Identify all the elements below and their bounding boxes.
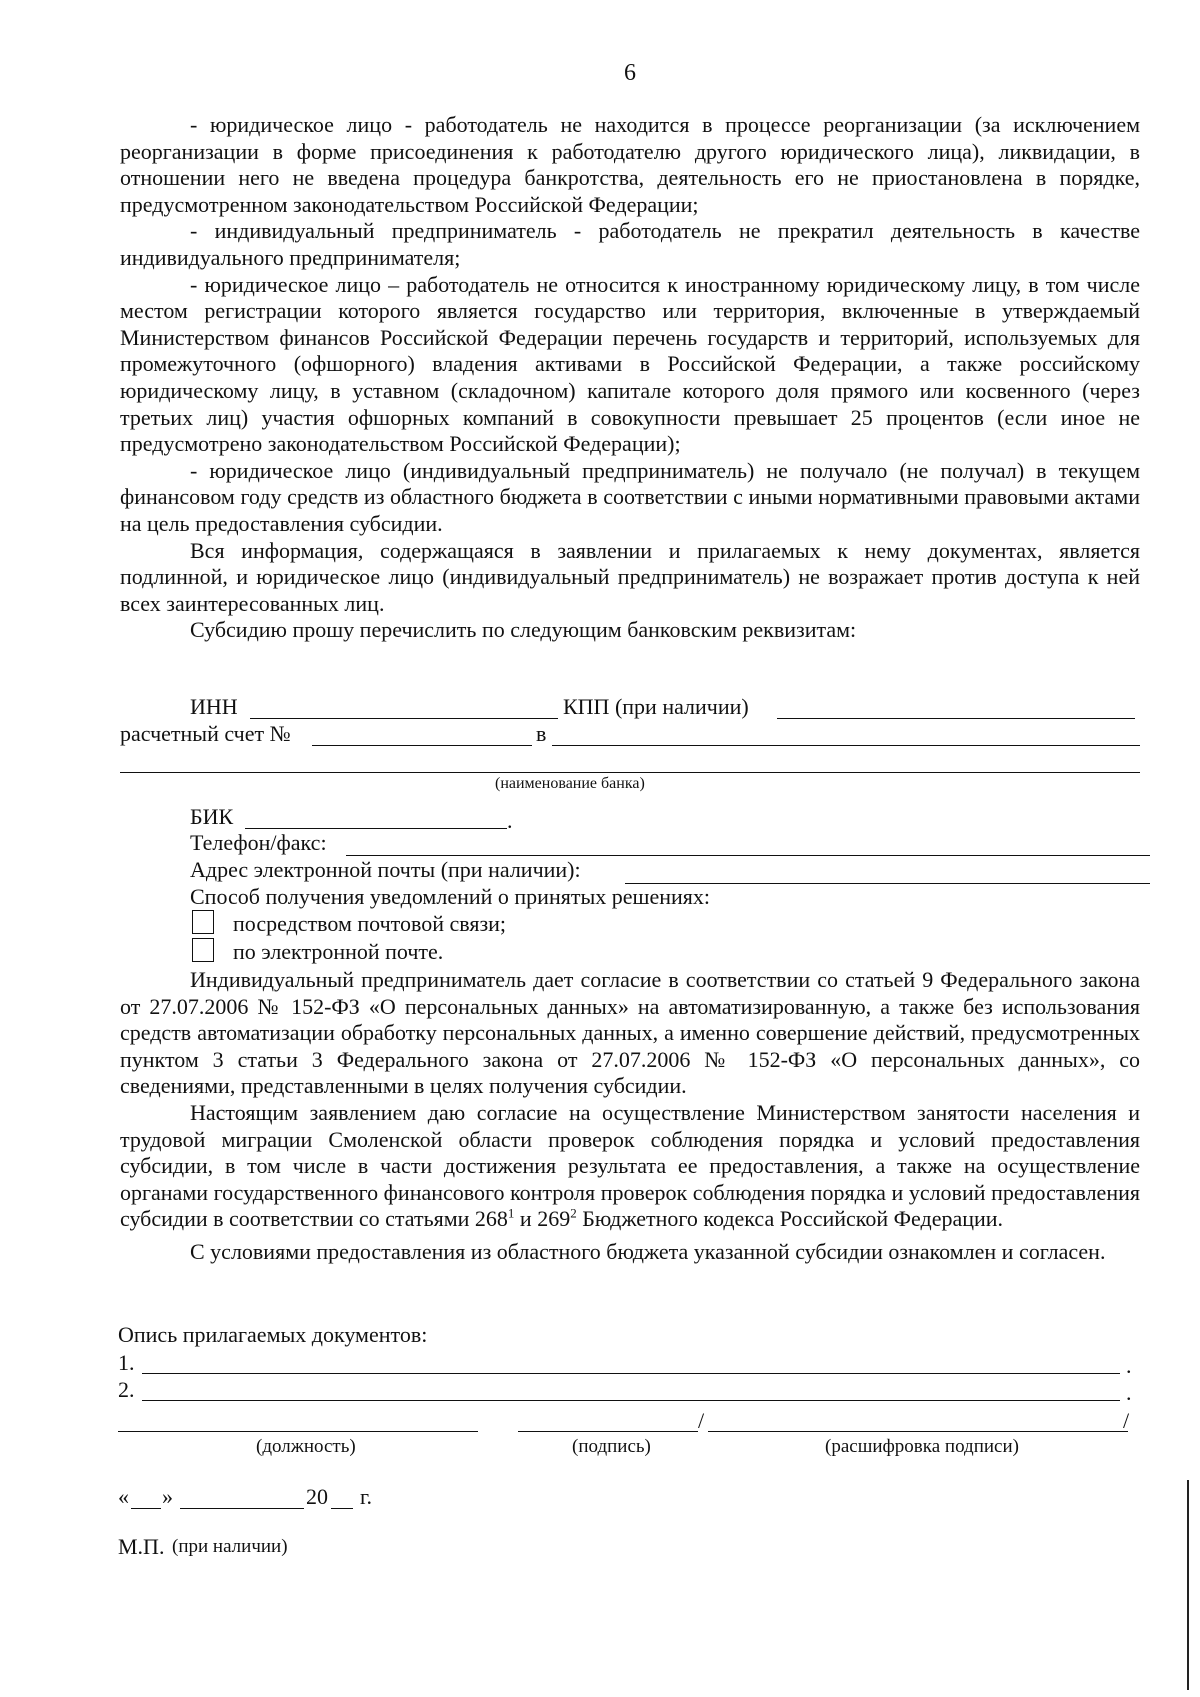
paragraph-personal-data-consent: Индивидуальный предприниматель дает согласие в соответствии со статьей 9 Федерального закона от 27.07.2006 № 152-ФЗ «О персональных данных» на автоматизированную, а также без использования средств автоматизации обработку персональных данных, а именно совершение действий, предусмотренных пунктом 3 статьи 3 Федерального закона от 27.07.2006 № 152-ФЗ «О персональных данных», со сведениями, представленными в целях получения субсидии. [120, 967, 1140, 1099]
date-year-suffix: г. [360, 1484, 373, 1509]
checks-consent-text: Настоящим заявлением даю согласие на осуществление Министерством занятости населения и трудовой миграции Смоленской области проверок соблюдения порядка и условий предоставления субсидии, в том числе в части достижения результата ее предоставления, а также на осуществление органами государственного финансового контроля проверок соблюдения порядка и условий предоставления субсидии в соответствии со статьями 268 [120, 1099, 1140, 1232]
date-year-prefix: 20 [306, 1484, 328, 1509]
decoding-field[interactable] [708, 1431, 1128, 1432]
date-month-field[interactable] [180, 1508, 304, 1509]
bik-period: . [507, 808, 513, 833]
email-label: Адрес электронной почты (при наличии): [190, 857, 581, 882]
paragraph-budget-funds: - юридическое лицо (индивидуальный предприниматель) не получало (не получал) в текущем финансовом году средств из областного бюджета в соответствии с иными нормативными правовыми актами на цель предоставления субсидии. [120, 457, 1140, 536]
checks-consent-end: Бюджетного кодекса Российской Федерации. [576, 1206, 1004, 1232]
bank-in-label: в [536, 721, 547, 746]
date-close-quote: » [162, 1484, 173, 1509]
inn-field[interactable] [250, 718, 558, 719]
email-option-label: по электронной почте. [233, 939, 444, 964]
conditions-text [120, 112, 1140, 644]
article-268-superscript: 1 [507, 1206, 515, 1222]
bank-name-field-1[interactable] [552, 745, 1140, 746]
kpp-field[interactable] [777, 718, 1135, 719]
attachment-number-2: 2. [118, 1377, 135, 1402]
decoding-caption: (расшифровка подписи) [825, 1436, 1019, 1457]
postal-option-label: посредством почтовой связи; [233, 911, 507, 936]
attachment-field-2[interactable] [142, 1400, 1120, 1401]
date-open-quote: « [118, 1484, 129, 1509]
phone-field[interactable] [346, 855, 1150, 856]
phone-label: Телефон/факс: [190, 830, 327, 855]
page-edge-mark [1187, 1480, 1189, 1690]
bank-name-caption: (наименование банка) [495, 775, 645, 792]
attachment-number-1: 1. [118, 1350, 135, 1375]
position-caption: (должность) [256, 1436, 356, 1457]
bik-field[interactable] [245, 828, 507, 829]
signature-caption: (подпись) [572, 1436, 651, 1457]
bank-name-field-2[interactable] [120, 772, 1140, 773]
position-field[interactable] [118, 1431, 478, 1432]
attachment-end-1: . [1126, 1353, 1132, 1378]
attachments-heading: Опись прилагаемых документов: [118, 1322, 428, 1347]
date-year-field[interactable] [331, 1508, 353, 1509]
paragraph-acknowledgement: С условиями предоставления из областного бюджета указанной субсидии ознакомлен и согласен. [190, 1238, 1106, 1264]
checks-consent-and-269: и 269 [514, 1206, 571, 1232]
attachment-field-1[interactable] [142, 1373, 1120, 1374]
consent-text [120, 967, 1140, 1266]
bik-label: БИК [190, 804, 234, 829]
date-day-field[interactable] [131, 1508, 161, 1509]
signature-slash-2: / [1123, 1408, 1130, 1433]
email-checkbox[interactable] [192, 938, 214, 962]
stamp-label: М.П. [118, 1534, 165, 1559]
account-label: расчетный счет № [120, 721, 291, 746]
paragraph-information: Вся информация, содержащаяся в заявлении и прилагаемых к нему документах, является подлинной, и юридическое лицо (индивидуальный предприниматель) не возражает против доступа к ней всех заинтересованных лиц. [120, 537, 1140, 616]
paragraph-bank-details-request: Субсидию прошу перечислить по следующим банковским реквизитам: [190, 617, 857, 643]
signature-slash-1: / [698, 1408, 705, 1433]
account-field[interactable] [312, 745, 532, 746]
notification-heading: Способ получения уведомлений о принятых решениях: [190, 884, 710, 909]
attachment-end-2: . [1126, 1380, 1132, 1405]
article-269-superscript: 2 [570, 1206, 577, 1222]
kpp-label: КПП (при наличии) [563, 694, 749, 719]
stamp-note: (при наличии) [172, 1536, 288, 1557]
paragraph-checks-consent [120, 1100, 1140, 1233]
postal-checkbox[interactable] [192, 910, 214, 934]
paragraph-offshore: - юридическое лицо – работодатель не относится к иностранному юридическому лицу, в том числе местом регистрации которого является государство или территория, включенные в утверждаемый Министерством финансов Российской Федерации перечень государств и территорий, используемых для промежуточного (офшорного) владения активами в Российской Федерации, а также российскому юридическому лицу, в уставном (складочном) капитале которого доля прямого или косвенного (через третьих лиц) участия офшорных компаний в совокупности превышает 25 процентов (если иное не предусмотрено законодательством Российской Федерации); [120, 271, 1140, 457]
signature-field[interactable] [518, 1431, 698, 1432]
page-number: 6 [624, 60, 636, 86]
inn-label: ИНН [190, 694, 238, 719]
paragraph-entrepreneur: - индивидуальный предприниматель - работодатель не прекратил деятельность в качестве индивидуального предпринимателя; [120, 218, 1140, 270]
paragraph-reorganization: - юридическое лицо - работодатель не находится в процессе реорганизации (за исключением реорганизации в форме присоединения к работодателю другого юридического лица), ликвидации, в отношении него не введена процедура банкротства, деятельность его не приостановлена в порядке, предусмотренном законодательством Российской Федерации; [120, 112, 1140, 217]
